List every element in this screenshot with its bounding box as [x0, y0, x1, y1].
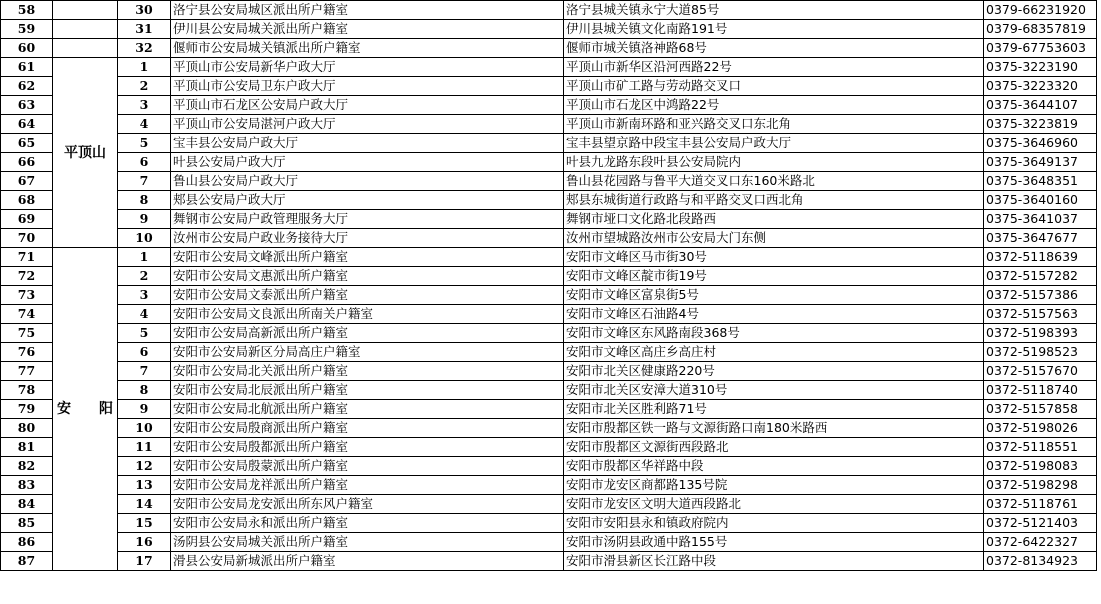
- table-row: [1, 58, 1097, 77]
- table-row: [1, 229, 1097, 248]
- row-number: 84: [1, 495, 53, 514]
- sub-number: 5: [118, 134, 171, 153]
- table-row: [1, 115, 1097, 134]
- table-row: [1, 20, 1097, 39]
- office-name: 平顶山市公安局湛河户政大厅: [171, 115, 564, 134]
- row-number: 87: [1, 552, 53, 571]
- office-address: 安阳市文峰区马市街30号: [564, 248, 984, 267]
- office-name: 平顶山市公安局卫东户政大厅: [171, 77, 564, 96]
- office-phone: 0375-3647677: [984, 229, 1097, 248]
- table-row: [1, 286, 1097, 305]
- sub-number: 2: [118, 267, 171, 286]
- row-number: 69: [1, 210, 53, 229]
- office-phone: 0372-5118740: [984, 381, 1097, 400]
- sub-number: 32: [118, 39, 171, 58]
- sub-number: 15: [118, 514, 171, 533]
- office-name: 安阳市公安局龙祥派出所户籍室: [171, 476, 564, 495]
- row-number: 73: [1, 286, 53, 305]
- office-phone: 0379-66231920: [984, 1, 1097, 20]
- office-name: 宝丰县公安局户政大厅: [171, 134, 564, 153]
- office-address: 安阳市汤阴县政通中路155号: [564, 533, 984, 552]
- sub-number: 4: [118, 305, 171, 324]
- office-name: 安阳市公安局新区分局高庄户籍室: [171, 343, 564, 362]
- office-phone: 0372-8134923: [984, 552, 1097, 571]
- office-address: 叶县九龙路东段叶县公安局院内: [564, 153, 984, 172]
- office-address: 偃师市城关镇洛神路68号: [564, 39, 984, 58]
- office-name: 安阳市公安局高新派出所户籍室: [171, 324, 564, 343]
- office-phone: 0372-5157282: [984, 267, 1097, 286]
- office-phone: 0372-5157386: [984, 286, 1097, 305]
- office-phone: 0375-3646960: [984, 134, 1097, 153]
- row-number: 71: [1, 248, 53, 267]
- office-name: 安阳市公安局殷蒙派出所户籍室: [171, 457, 564, 476]
- office-phone: 0372-5198298: [984, 476, 1097, 495]
- row-number: 79: [1, 400, 53, 419]
- office-phone: 0375-3649137: [984, 153, 1097, 172]
- sub-number: 14: [118, 495, 171, 514]
- office-phone: 0372-5198026: [984, 419, 1097, 438]
- office-address: 伊川县城关镇文化南路191号: [564, 20, 984, 39]
- office-name: 安阳市公安局北关派出所户籍室: [171, 362, 564, 381]
- office-name: 叶县公安局户政大厅: [171, 153, 564, 172]
- office-address: 安阳市北关区安漳大道310号: [564, 381, 984, 400]
- table-row: [1, 457, 1097, 476]
- office-address: 平顶山市新华区沿河西路22号: [564, 58, 984, 77]
- row-number: 60: [1, 39, 53, 58]
- row-number: 81: [1, 438, 53, 457]
- table-row: [1, 514, 1097, 533]
- registry-table-body: [1, 1, 1097, 571]
- table-row: [1, 438, 1097, 457]
- row-number: 66: [1, 153, 53, 172]
- row-number: 82: [1, 457, 53, 476]
- table-row: [1, 476, 1097, 495]
- table-row: [1, 305, 1097, 324]
- row-number: 58: [1, 1, 53, 20]
- sub-number: 2: [118, 77, 171, 96]
- row-number: 78: [1, 381, 53, 400]
- office-name: 汝州市公安局户政业务接待大厅: [171, 229, 564, 248]
- office-phone: 0375-3223320: [984, 77, 1097, 96]
- table-row: [1, 172, 1097, 191]
- office-name: 洛宁县公安局城区派出所户籍室: [171, 1, 564, 20]
- table-row: [1, 191, 1097, 210]
- sub-number: 30: [118, 1, 171, 20]
- table-row: [1, 552, 1097, 571]
- sub-number: 31: [118, 20, 171, 39]
- sub-number: 13: [118, 476, 171, 495]
- table-row: [1, 210, 1097, 229]
- office-phone: 0379-67753603: [984, 39, 1097, 58]
- office-name: 安阳市公安局殷商派出所户籍室: [171, 419, 564, 438]
- table-row: [1, 39, 1097, 58]
- table-row: [1, 400, 1097, 419]
- office-address: 安阳市文峰区富泉街5号: [564, 286, 984, 305]
- table-row: [1, 1, 1097, 20]
- city-cell-empty: [53, 20, 118, 39]
- office-phone: 0372-5157563: [984, 305, 1097, 324]
- office-name: 伊川县公安局城关派出所户籍室: [171, 20, 564, 39]
- office-name: 安阳市公安局北航派出所户籍室: [171, 400, 564, 419]
- row-number: 86: [1, 533, 53, 552]
- sub-number: 1: [118, 58, 171, 77]
- office-phone: 0372-5118761: [984, 495, 1097, 514]
- office-address: 安阳市殷都区文源街西段路北: [564, 438, 984, 457]
- row-number: 59: [1, 20, 53, 39]
- office-name: 偃师市公安局城关镇派出所户籍室: [171, 39, 564, 58]
- city-cell-empty: [53, 39, 118, 58]
- table-row: [1, 533, 1097, 552]
- row-number: 85: [1, 514, 53, 533]
- sub-number: 17: [118, 552, 171, 571]
- office-address: 安阳市安阳县永和镇政府院内: [564, 514, 984, 533]
- sub-number: 8: [118, 191, 171, 210]
- office-phone: 0372-5198393: [984, 324, 1097, 343]
- office-phone: 0372-5121403: [984, 514, 1097, 533]
- row-number: 64: [1, 115, 53, 134]
- office-address: 郏县东城街道行政路与和平路交叉口西北角: [564, 191, 984, 210]
- office-name: 安阳市公安局龙安派出所东风户籍室: [171, 495, 564, 514]
- office-name: 平顶山市公安局新华户政大厅: [171, 58, 564, 77]
- table-row: [1, 248, 1097, 267]
- office-name: 汤阴县公安局城关派出所户籍室: [171, 533, 564, 552]
- row-number: 61: [1, 58, 53, 77]
- sub-number: 3: [118, 96, 171, 115]
- office-name: 鲁山县公安局户政大厅: [171, 172, 564, 191]
- office-phone: 0375-3223819: [984, 115, 1097, 134]
- row-number: 74: [1, 305, 53, 324]
- table-row: [1, 96, 1097, 115]
- city-cell-empty: [53, 1, 118, 20]
- sub-number: 9: [118, 210, 171, 229]
- office-name: 安阳市公安局文惠派出所户籍室: [171, 267, 564, 286]
- table-row: [1, 419, 1097, 438]
- sub-number: 12: [118, 457, 171, 476]
- table-row: [1, 134, 1097, 153]
- sub-number: 10: [118, 229, 171, 248]
- office-phone: 0375-3223190: [984, 58, 1097, 77]
- office-name: 安阳市公安局殷都派出所户籍室: [171, 438, 564, 457]
- office-address: 平顶山市新南环路和亚兴路交叉口东北角: [564, 115, 984, 134]
- row-number: 75: [1, 324, 53, 343]
- office-address: 安阳市殷都区铁一路与文源街路口南180米路西: [564, 419, 984, 438]
- office-name: 舞钢市公安局户政管理服务大厅: [171, 210, 564, 229]
- office-name: 安阳市公安局永和派出所户籍室: [171, 514, 564, 533]
- office-phone: 0375-3644107: [984, 96, 1097, 115]
- office-address: 鲁山县花园路与鲁平大道交叉口东160米路北: [564, 172, 984, 191]
- row-number: 77: [1, 362, 53, 381]
- table-row: [1, 324, 1097, 343]
- office-name: 郏县公安局户政大厅: [171, 191, 564, 210]
- office-address: 安阳市文峰区靛市街19号: [564, 267, 984, 286]
- table-row: [1, 77, 1097, 96]
- office-phone: 0372-5157858: [984, 400, 1097, 419]
- office-phone: 0372-5118639: [984, 248, 1097, 267]
- office-address: 汝州市望城路汝州市公安局大门东侧: [564, 229, 984, 248]
- office-address: 安阳市殷都区华祥路中段: [564, 457, 984, 476]
- office-name: 安阳市公安局文峰派出所户籍室: [171, 248, 564, 267]
- office-phone: 0372-5198523: [984, 343, 1097, 362]
- row-number: 83: [1, 476, 53, 495]
- sub-number: 4: [118, 115, 171, 134]
- office-phone: 0372-5198083: [984, 457, 1097, 476]
- row-number: 76: [1, 343, 53, 362]
- table-row: [1, 495, 1097, 514]
- office-phone: 0375-3648351: [984, 172, 1097, 191]
- row-number: 67: [1, 172, 53, 191]
- sub-number: 10: [118, 419, 171, 438]
- sub-number: 5: [118, 324, 171, 343]
- office-name: 安阳市公安局文良派出所南关户籍室: [171, 305, 564, 324]
- office-address: 安阳市文峰区高庄乡高庄村: [564, 343, 984, 362]
- sub-number: 9: [118, 400, 171, 419]
- table-row: [1, 362, 1097, 381]
- office-address: 安阳市滑县新区长江路中段: [564, 552, 984, 571]
- office-address: 平顶山市石龙区中鸿路22号: [564, 96, 984, 115]
- row-number: 70: [1, 229, 53, 248]
- sub-number: 6: [118, 153, 171, 172]
- table-row: [1, 267, 1097, 286]
- office-address: 洛宁县城关镇永宁大道85号: [564, 1, 984, 20]
- sub-number: 8: [118, 381, 171, 400]
- office-name: 安阳市公安局北辰派出所户籍室: [171, 381, 564, 400]
- row-number: 65: [1, 134, 53, 153]
- row-number: 80: [1, 419, 53, 438]
- office-phone: 0379-68357819: [984, 20, 1097, 39]
- office-address: 舞钢市垭口文化路北段路西: [564, 210, 984, 229]
- office-phone: 0372-6422327: [984, 533, 1097, 552]
- city-cell-pingdingshan: 平顶山: [53, 58, 118, 248]
- office-address: 安阳市文峰区东风路南段368号: [564, 324, 984, 343]
- sub-number: 6: [118, 343, 171, 362]
- office-phone: 0375-3641037: [984, 210, 1097, 229]
- office-address: 安阳市北关区胜利路71号: [564, 400, 984, 419]
- table-row: [1, 381, 1097, 400]
- office-phone: 0372-5157670: [984, 362, 1097, 381]
- office-address: 平顶山市矿工路与劳动路交叉口: [564, 77, 984, 96]
- office-address: 安阳市龙安区文明大道西段路北: [564, 495, 984, 514]
- sub-number: 11: [118, 438, 171, 457]
- office-name: 平顶山市石龙区公安局户政大厅: [171, 96, 564, 115]
- table-row: [1, 343, 1097, 362]
- table-row: [1, 153, 1097, 172]
- office-phone: 0372-5118551: [984, 438, 1097, 457]
- sub-number: 1: [118, 248, 171, 267]
- office-name: 滑县公安局新城派出所户籍室: [171, 552, 564, 571]
- office-address: 安阳市文峰区石油路4号: [564, 305, 984, 324]
- office-address: 宝丰县望京路中段宝丰县公安局户政大厅: [564, 134, 984, 153]
- sub-number: 3: [118, 286, 171, 305]
- sub-number: 16: [118, 533, 171, 552]
- row-number: 68: [1, 191, 53, 210]
- sub-number: 7: [118, 362, 171, 381]
- city-cell-anyang: 安 阳: [53, 248, 118, 571]
- office-address: 安阳市北关区健康路220号: [564, 362, 984, 381]
- office-address: 安阳市龙安区商都路135号院: [564, 476, 984, 495]
- office-phone: 0375-3640160: [984, 191, 1097, 210]
- row-number: 62: [1, 77, 53, 96]
- sub-number: 7: [118, 172, 171, 191]
- row-number: 63: [1, 96, 53, 115]
- row-number: 72: [1, 267, 53, 286]
- office-name: 安阳市公安局文泰派出所户籍室: [171, 286, 564, 305]
